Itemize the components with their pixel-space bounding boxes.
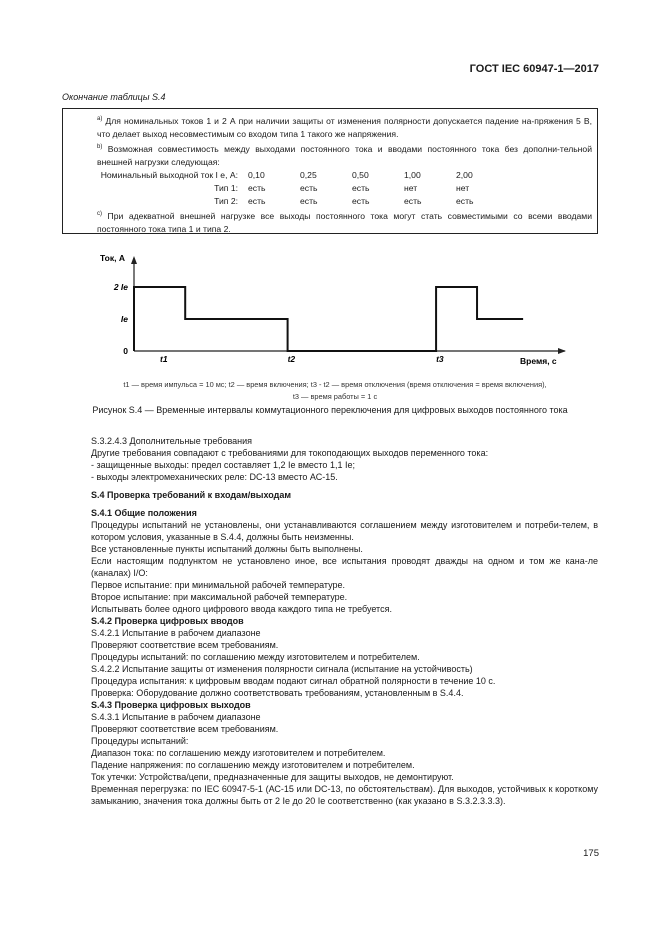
note-a: $^{a)}$ Для номинальных токов 1 и 2 А при наличии защиты от изменения полярности допускается падение на-пряжения 5 В, что делает выход несовместимым со входом типа 1 такого же напряжения. [97,115,592,139]
notes-box [62,108,598,234]
y-tick-label: 2 Ie [113,282,128,292]
paragraph: Все установленные пункты испытаний должны быть выполнены. [91,544,363,554]
note-b: $^{b)}$ Возможная совместимость между выходами постоянного тока и вводами постоянного тока без дополни-тельной внешней нагрузки следующая: [97,143,593,167]
document-header: ГОСТ IEC 60947-1—2017 [469,63,599,75]
x-tick-label: t2 [287,354,296,364]
legend-line-2: t3 — время работы = 1 с [292,392,378,401]
table-caption: Окончание таблицы S.4 [62,92,166,102]
paragraph: Падение напряжения: по соглашению между изготовителем и потребителем. [91,760,415,770]
x-tick-label: t1 [160,354,168,364]
page-number: 175 [583,848,599,859]
timing-chart [90,250,570,375]
y-tick-label: Ie [120,314,128,324]
section-heading: S.4.1 Общие положения [91,508,197,518]
paragraph: Второе испытание: при максимальной рабочей температуре. [91,592,348,602]
paragraph: Другие требования совпадают с требованиями для токоподающих выходов переменного тока: [91,448,489,458]
paragraph: S.4.2.1 Испытание в рабочем диапазоне [91,628,261,638]
y-axis-label: Ток, А [100,253,125,263]
section-heading: S.4.2 Проверка цифровых вводов [91,616,244,626]
paragraph: S.4.2.2 Испытание защиты от изменения полярности сигнала (испытание на устойчивость) [91,664,473,674]
table-row: Тип 2: есть есть есть есть есть [214,195,474,206]
paragraph: - выходы электромеханических реле: DC-13 вместо АС-15. [91,472,338,482]
x-axis-label: Время, с [520,356,557,366]
paragraph: Временная перегрузка: по IEC 60947-5-1 (АС-15 или DC-13, по обстоятельствам). Для выходов, устойчивых к короткому замыканию, значения тока должны быть от 2 Ie до 20 Ie соответственно (как указано в S.3.2.3.3.3). [91,784,598,806]
section-heading: S.4 Проверка требований к входам/выходам [91,490,291,500]
x-tick-label: t3 [436,354,444,364]
paragraph: Первое испытание: при минимальной рабочей температуре. [91,580,346,590]
paragraph: Процедуры испытаний: [91,736,189,746]
paragraph: Проверяют соответствие всем требованиям. [91,640,279,650]
paragraph: Процедуры испытаний: по соглашению между изготовителем и потребителем. [91,652,420,662]
legend-line-1: t1 — время импульса = 10 мс; t2 — время включения; t3 - t2 — время отключения (время отключения = время включения), [123,380,547,389]
paragraph: Проверка: Оборудование должно соответствовать требованиям, установленным в S.4.4. [91,688,464,698]
body-text [62,435,598,807]
paragraph: Если настоящим подпунктом не установлено иное, все испытания проводят дважды на одном и том же кана-ле (каналах) I/O: [91,556,598,578]
paragraph: S.3.2.4.3 Дополнительные требования [91,436,253,446]
note-c: $^{c)}$ При адекватной внешней нагрузке все выходы постоянного тока могут стать совместимыми со всеми вводами постоянного тока типа 1 и типа 2. [97,210,593,234]
paragraph: Ток утечки: Устройства/цепи, предназначенные для защиты выходов, не демонтируют. [91,772,454,782]
compat-table [68,169,508,208]
figure-legend [80,379,590,403]
table-row: Номинальный выходной ток I e, А: 0,10 0,25 0,50 1,00 2,00 [100,169,473,180]
paragraph: S.4.3.1 Испытание в рабочем диапазоне [91,712,261,722]
figure-caption: Рисунок S.4 — Временные интервалы коммутационного переключения для цифровых выходов постоянного тока [92,405,568,415]
paragraph: - защищенные выходы: предел составляет 1,2 Ie вместо 1,1 Ie; [91,460,355,470]
table-row: Тип 1: есть есть есть нет нет [214,182,470,193]
series-line [134,287,523,351]
y-tick-label: 0 [123,346,128,356]
x-axis-arrow [558,348,566,354]
paragraph: Испытывать более одного цифрового ввода каждого типа не требуется. [91,604,392,614]
y-axis-arrow [131,256,137,264]
paragraph: Процедуры испытаний не установлены, они устанавливаются соглашением между изготовителем и потреби-телем, в котором условия, указанные в S.4.4, должны быть неизменны. [91,520,598,542]
section-heading: S.4.3 Проверка цифровых выходов [91,700,251,710]
paragraph: Процедура испытания: к цифровым вводам подают сигнал обратной полярности в течение 10 с. [91,676,496,686]
paragraph: Диапазон тока: по соглашению между изготовителем и потребителем. [91,748,386,758]
paragraph: Проверяют соответствие всем требованиям. [91,724,279,734]
